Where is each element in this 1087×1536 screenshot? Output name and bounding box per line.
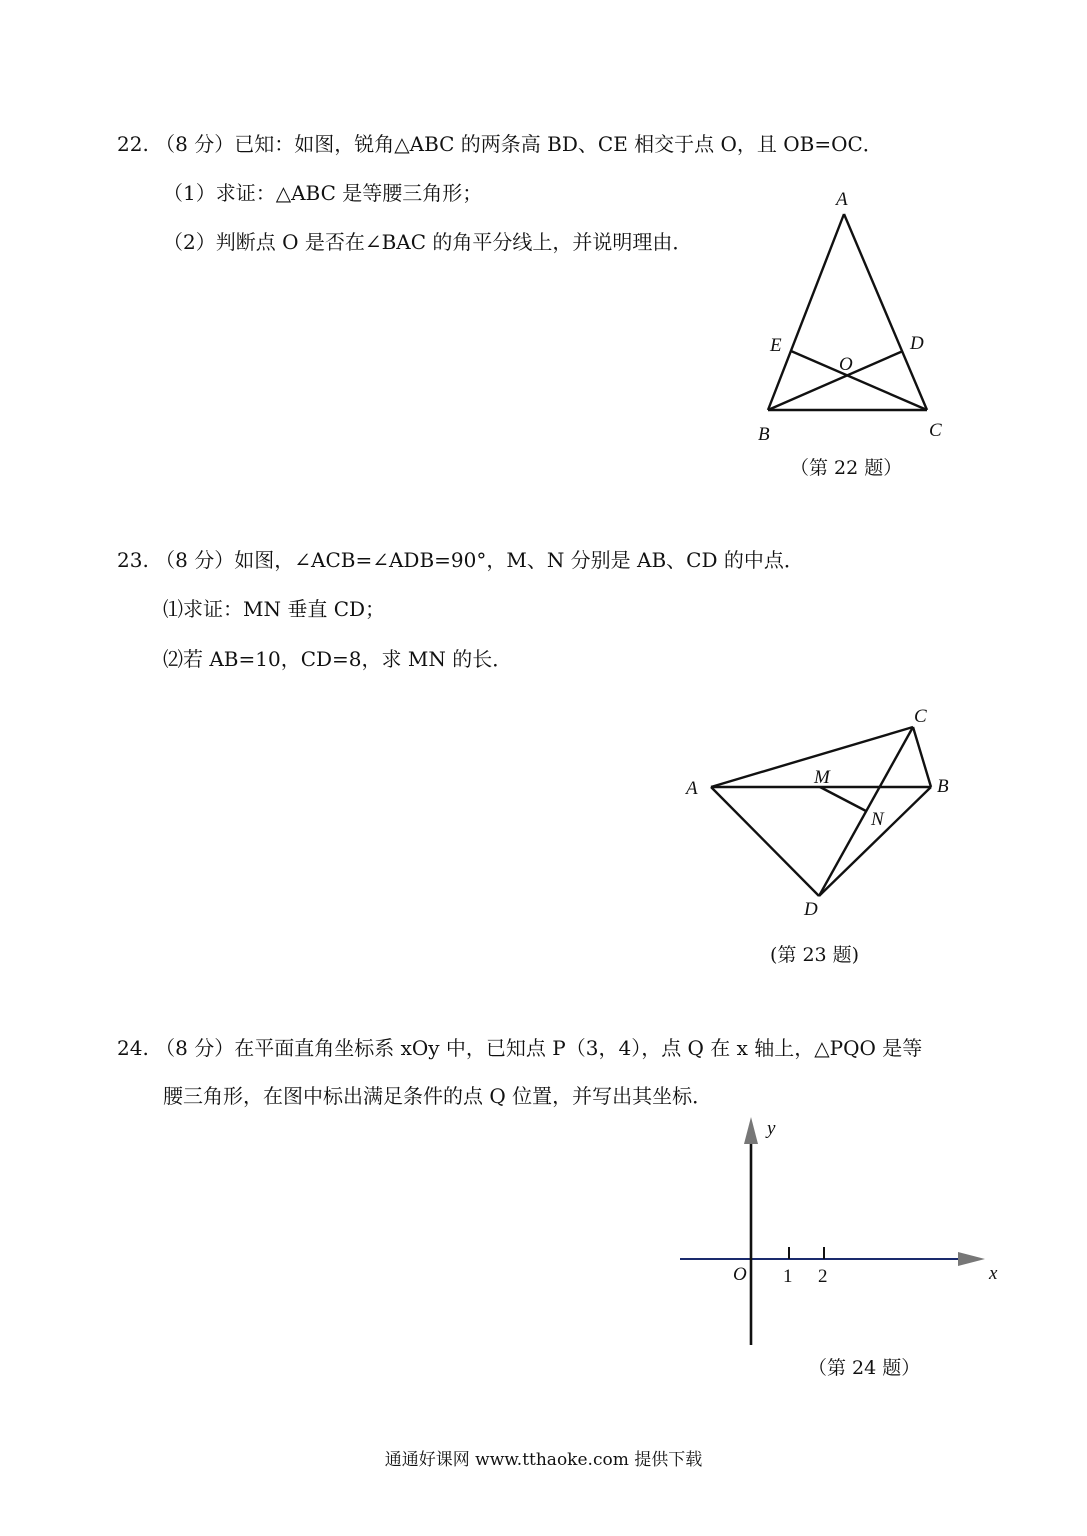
q23-label-d: D — [804, 899, 818, 920]
q24-label-origin: O — [733, 1264, 747, 1285]
q22-side-ab — [768, 214, 844, 410]
q23-label-a: A — [686, 778, 698, 799]
q23-seg-ad — [711, 787, 819, 896]
q24-tick-label-2: 2 — [818, 1266, 828, 1287]
q23-seg-cd — [819, 727, 913, 896]
q23-label-b: B — [937, 776, 949, 797]
q24-label-y: y — [767, 1118, 776, 1139]
q22-part2: （2）判断点 O 是否在∠BAC 的角平分线上，并说明理由． — [163, 230, 693, 254]
q23-seg-bd — [819, 787, 931, 896]
q23-caption: (第 23 题) — [770, 944, 860, 966]
q23-part1: ⑴求证：MN 垂直 CD； — [163, 597, 386, 621]
q22-part1: （1）求证：△ABC 是等腰三角形； — [163, 181, 483, 205]
q23-seg-ac — [711, 727, 913, 787]
q22-altitude-bd — [768, 351, 903, 410]
q22-stem: 22. （8 分）已知：如图，锐角△ABC 的两条高 BD、CE 相交于点 O，且 OB=OC． — [117, 132, 883, 156]
q22-side-ac — [844, 214, 927, 410]
q22-label-e: E — [770, 335, 782, 356]
q22-label-b: B — [758, 424, 770, 445]
q22-caption: （第 22 题） — [790, 457, 903, 479]
q22-label-d: D — [910, 333, 924, 354]
q23-stem: 23. （8 分）如图，∠ACB=∠ADB=90°，M、N 分别是 AB、CD 的中点． — [117, 548, 804, 572]
q23-label-c: C — [914, 706, 927, 727]
q22-label-o: O — [839, 354, 853, 375]
q23-seg-mn — [820, 787, 866, 811]
q24-caption: （第 24 题） — [808, 1357, 921, 1379]
q24-label-x: x — [989, 1263, 998, 1284]
q24-x-arrow — [958, 1252, 985, 1266]
q24-y-arrow — [744, 1117, 758, 1144]
q24-stem-line1: 24. （8 分）在平面直角坐标系 xOy 中，已知点 P（3，4），点 Q 在 x 轴上，△PQO 是等 — [117, 1036, 923, 1060]
q23-seg-cb — [913, 727, 931, 787]
q22-label-a: A — [836, 189, 848, 210]
q24-stem-line2: 腰三角形，在图中标出满足条件的点 Q 位置，并写出其坐标． — [163, 1084, 713, 1108]
q23-label-m: M — [814, 767, 830, 788]
q22-altitude-ce — [791, 351, 927, 410]
q23-part2: ⑵若 AB=10，CD=8，求 MN 的长． — [163, 647, 513, 671]
page-footer: 通通好课网 www.tthaoke.com 提供下载 — [384, 1450, 703, 1470]
q23-label-n: N — [871, 809, 884, 830]
q24-tick-label-1: 1 — [783, 1266, 793, 1287]
q22-label-c: C — [929, 420, 942, 441]
